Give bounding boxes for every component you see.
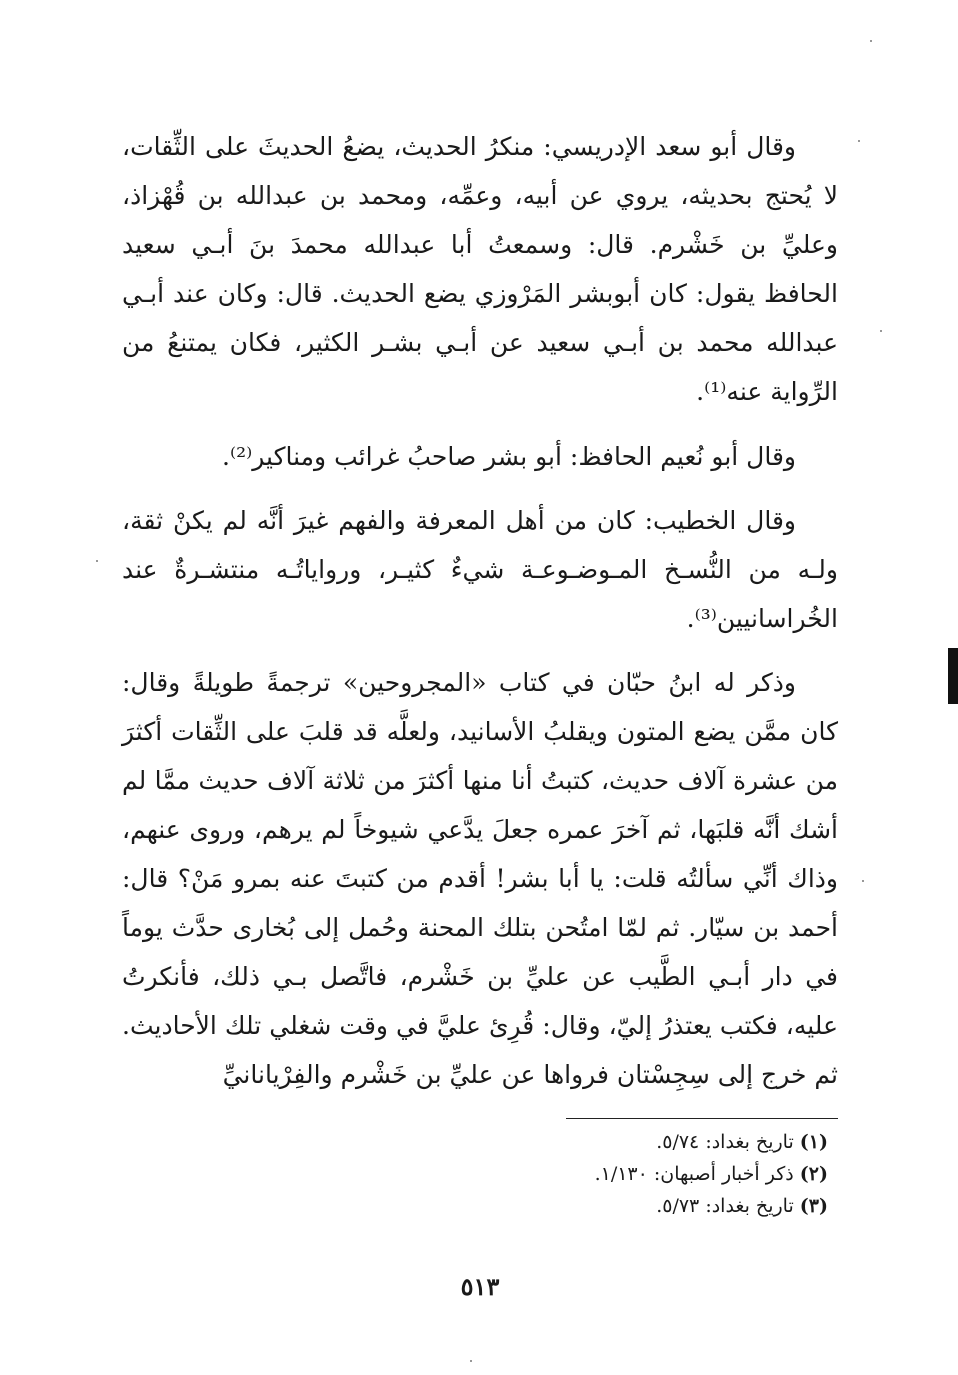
page-number: ٥١٣ bbox=[460, 1272, 500, 1301]
scan-speck bbox=[870, 40, 872, 42]
paragraph-text: وقال أبو سعد الإدريسي: منكرُ الحديث، يضعُ الحديثَ على الثِّقات، لا يُحتج بحديثه، يروي عن أبيه، وعمِّه، ومحمد بن عبدالله بن قُهْزاذ، وعليِّ بن خَشْرم. قال: وسمعتُ أبا عبدالله محمدَ بنَ أبـي سعيد الحافظ يقول: كان أبوبشر المَرْوزي يضع الحديث. قال: وكان عند أبـي عبدالله محمد بن أبـي سعيد عن أبـي بشـر الكثير، فكان يمتنعُ من الرِّواية عنه⁽¹⁾. bbox=[122, 132, 838, 406]
footnote-divider bbox=[566, 1118, 838, 1119]
footnote-3 bbox=[328, 1190, 828, 1222]
footnote-number: (٢) bbox=[799, 1163, 828, 1185]
footnote-number: (٣) bbox=[799, 1195, 828, 1217]
footnote-text: تاريخ بغداد: ٥/٧٣. bbox=[656, 1195, 794, 1217]
footnote-2 bbox=[328, 1158, 828, 1190]
scan-speck bbox=[858, 140, 860, 142]
paragraph-abu-nuaym bbox=[122, 432, 838, 481]
paragraph-khatib bbox=[122, 496, 838, 643]
footnote-text: ذكر أخبار أصبهان: ١/١٣٠. bbox=[594, 1163, 794, 1185]
footnote-number: (١) bbox=[799, 1131, 828, 1153]
scan-speck bbox=[880, 330, 882, 332]
paragraph-idrisi bbox=[122, 122, 838, 416]
footnotes bbox=[328, 1126, 828, 1222]
scan-speck bbox=[470, 1360, 472, 1362]
scan-edge-mark bbox=[948, 648, 958, 704]
paragraph-text: وقال الخطيب: كان من أهل المعرفة والفهم غيرَ أنَّه لم يكنْ ثقة، ولـه من النُّسـخ المـوضـوعـة شيءٌ كثيـر، ورواياتُـه منتشـرةٌ عند الخُراسانيين⁽³⁾. bbox=[122, 506, 838, 633]
paragraph-text: وقال أبو نُعيم الحافظ: أبو بشر صاحبُ غرائب ومناكير⁽²⁾. bbox=[222, 442, 796, 471]
paragraph-text: وذكر له ابنُ حبّان في كتاب «المجروحين» ترجمةً طويلةً وقال: كان ممَّن يضع المتون ويقلبُ الأسانيد، ولعلَّه قد قلبَ على الثِّقات أكثرَ من عشرة آلاف حديث، كتبتُ أنا منها أكثرَ من ثلاثة آلاف حديث ممَّا لم أشك أنَّه قلبَها، ثم آخرَ عمره جعلَ يدَّعي شيوخاً لم يرهم، وروى عنهم، وذاك أنِّي سألتُه قلت: يا أبا بشر! أقدم من كتبتَ عنه بمرو مَنْ؟ قال: أحمد بن سيّار. ثم لمّا امتُحن بتلك المحنة وحُمل إلى بُخارى حدَّث يوماً في دار أبـي الطَّيب عن عليِّ بن خَشْرم، فاتَّصل بـي ذلك، فأنكرتُ عليه، فكتب يعتذرُ إليّ، وقال: قُرِئ عليَّ في وقت شغلي تلك الأحاديث. ثم خرج إلى سِجِسْتان فرواها عن عليِّ بن خَشْرم والفِرْيانانيِّ bbox=[122, 668, 838, 1089]
paragraph-ibn-hibban bbox=[122, 658, 838, 1099]
footnote-text: تاريخ بغداد: ٥/٧٤. bbox=[656, 1131, 794, 1153]
scan-speck bbox=[96, 560, 98, 562]
footnote-1 bbox=[328, 1126, 828, 1158]
scan-speck bbox=[862, 880, 864, 882]
